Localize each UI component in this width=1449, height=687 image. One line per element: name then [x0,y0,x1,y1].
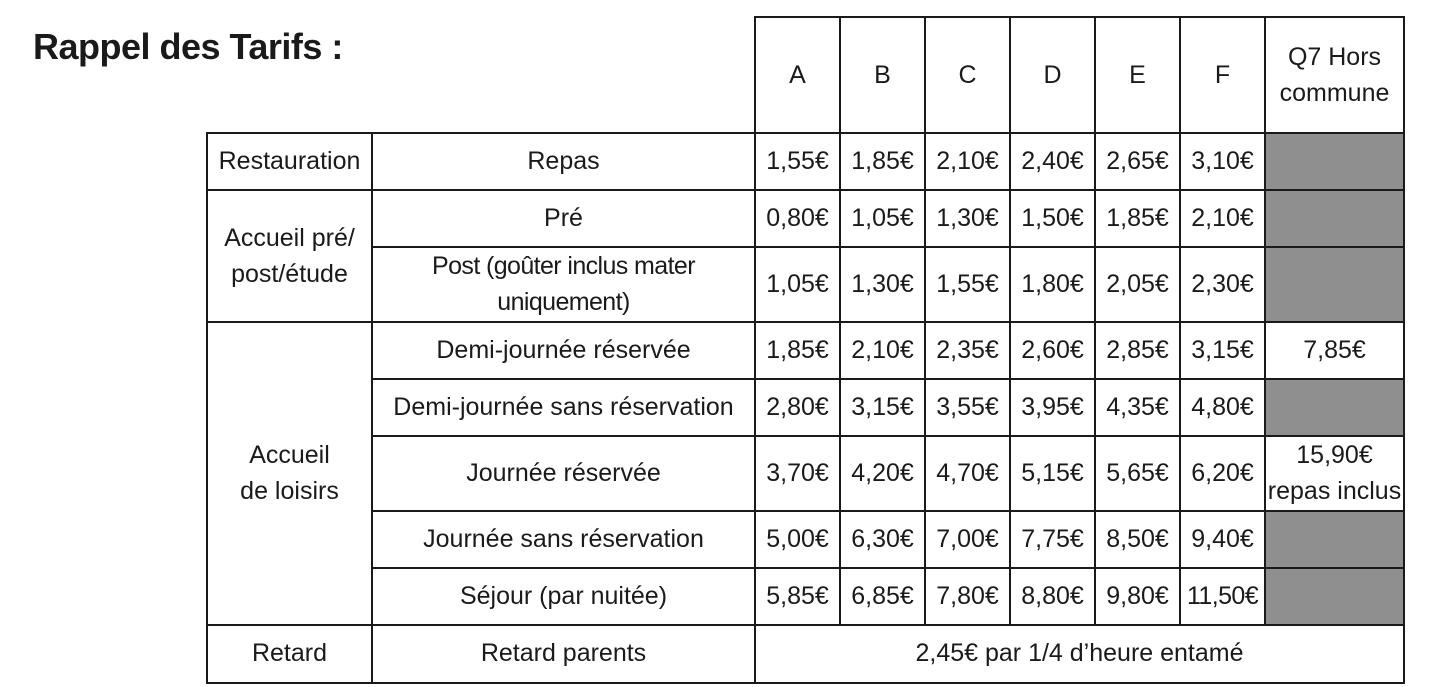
empty-shaded-cell [1265,511,1404,568]
row-label: Séjour (par nuitée) [372,568,755,625]
extra-price-cell [1265,436,1404,511]
header-empty-cell [207,17,755,133]
column-header-q7-line2: commune [1279,79,1390,107]
price-cell: 2,10€ [840,322,925,379]
price-cell: 2,35€ [925,322,1010,379]
extra-price-line1: 15,90€ [1296,440,1373,469]
price-cell: 5,00€ [755,511,840,568]
group-label-line2: de loisirs [240,477,339,505]
row-label: Demi-journée sans réservation [372,379,755,436]
table-row [207,436,1404,511]
empty-shaded-cell [1265,247,1404,322]
header-row [207,17,1404,133]
column-header-c: C [925,17,1010,133]
table-row [207,247,1404,322]
price-cell: 1,30€ [925,190,1010,247]
table-row [207,133,1404,190]
price-cell: 7,80€ [925,568,1010,625]
empty-shaded-cell [1265,133,1404,190]
price-cell: 4,35€ [1095,379,1180,436]
row-label: Post (goûter inclus mater uniquement) [372,247,755,322]
column-header-d: D [1010,17,1095,133]
price-cell: 3,55€ [925,379,1010,436]
price-cell: 8,80€ [1010,568,1095,625]
price-cell: 2,85€ [1095,322,1180,379]
table-row [207,190,1404,247]
price-cell: 5,15€ [1010,436,1095,511]
empty-shaded-cell [1265,379,1404,436]
price-cell: 1,05€ [755,247,840,322]
price-cell: 1,30€ [840,247,925,322]
price-cell: 6,20€ [1180,436,1265,511]
price-cell: 2,65€ [1095,133,1180,190]
table-row [207,625,1404,683]
price-cell: 1,85€ [1095,190,1180,247]
price-cell: 6,85€ [840,568,925,625]
group-label-line2: post/étude [231,259,348,288]
group-label-accueil-pre-post [207,190,372,322]
row-label: Pré [372,190,755,247]
column-header-q7-line1: Q7 Hors [1287,42,1382,71]
price-cell: 5,65€ [1095,436,1180,511]
price-cell: 3,95€ [1010,379,1095,436]
group-label-line1: Accueil [249,440,330,469]
table-row [207,511,1404,568]
tarifs-table [206,16,1405,684]
column-header-q7 [1265,17,1404,133]
price-cell: 9,40€ [1180,511,1265,568]
price-cell: 3,15€ [840,379,925,436]
price-cell: 6,30€ [840,511,925,568]
table-row [207,322,1404,379]
row-label: Journée sans réservation [372,511,755,568]
price-cell: 2,05€ [1095,247,1180,322]
row-label: Demi-journée réservée [372,322,755,379]
price-cell: 1,80€ [1010,247,1095,322]
price-cell: 1,85€ [755,322,840,379]
price-cell: 2,40€ [1010,133,1095,190]
row-label: Retard parents [372,625,755,683]
price-cell: 11,50€ [1180,568,1265,625]
extra-price-cell: 7,85€ [1265,322,1404,379]
price-cell: 1,05€ [840,190,925,247]
price-cell: 4,20€ [840,436,925,511]
price-cell: 2,80€ [755,379,840,436]
price-cell: 1,55€ [755,133,840,190]
column-header-a: A [755,17,840,133]
price-cell: 3,15€ [1180,322,1265,379]
price-cell: 7,75€ [1010,511,1095,568]
price-cell: 0,80€ [755,190,840,247]
group-label-line1: Accueil pré/ [224,223,355,252]
column-header-b: B [840,17,925,133]
price-cell: 2,10€ [925,133,1010,190]
group-label-accueil-loisirs [207,322,372,625]
price-cell: 5,85€ [755,568,840,625]
table-row [207,379,1404,436]
price-cell: 1,55€ [925,247,1010,322]
extra-price-line2: repas inclus [1267,477,1402,505]
price-cell: 1,50€ [1010,190,1095,247]
price-cell: 2,10€ [1180,190,1265,247]
group-label-restauration: Restauration [207,133,372,190]
price-cell: 3,70€ [755,436,840,511]
column-header-e: E [1095,17,1180,133]
price-cell: 2,60€ [1010,322,1095,379]
price-cell: 9,80€ [1095,568,1180,625]
price-cell: 8,50€ [1095,511,1180,568]
price-cell: 4,80€ [1180,379,1265,436]
retard-price-cell: 2,45€ par 1/4 d’heure entamé [755,625,1404,683]
price-cell: 1,85€ [840,133,925,190]
price-cell: 2,30€ [1180,247,1265,322]
price-cell: 4,70€ [925,436,1010,511]
price-cell: 3,10€ [1180,133,1265,190]
price-cell: 7,00€ [925,511,1010,568]
row-label: Journée réservée [372,436,755,511]
table-row [207,568,1404,625]
group-label-retard: Retard [207,625,372,683]
empty-shaded-cell [1265,568,1404,625]
column-header-f: F [1180,17,1265,133]
page-title: Rappel des Tarifs : [33,26,343,67]
empty-shaded-cell [1265,190,1404,247]
row-label: Repas [372,133,755,190]
